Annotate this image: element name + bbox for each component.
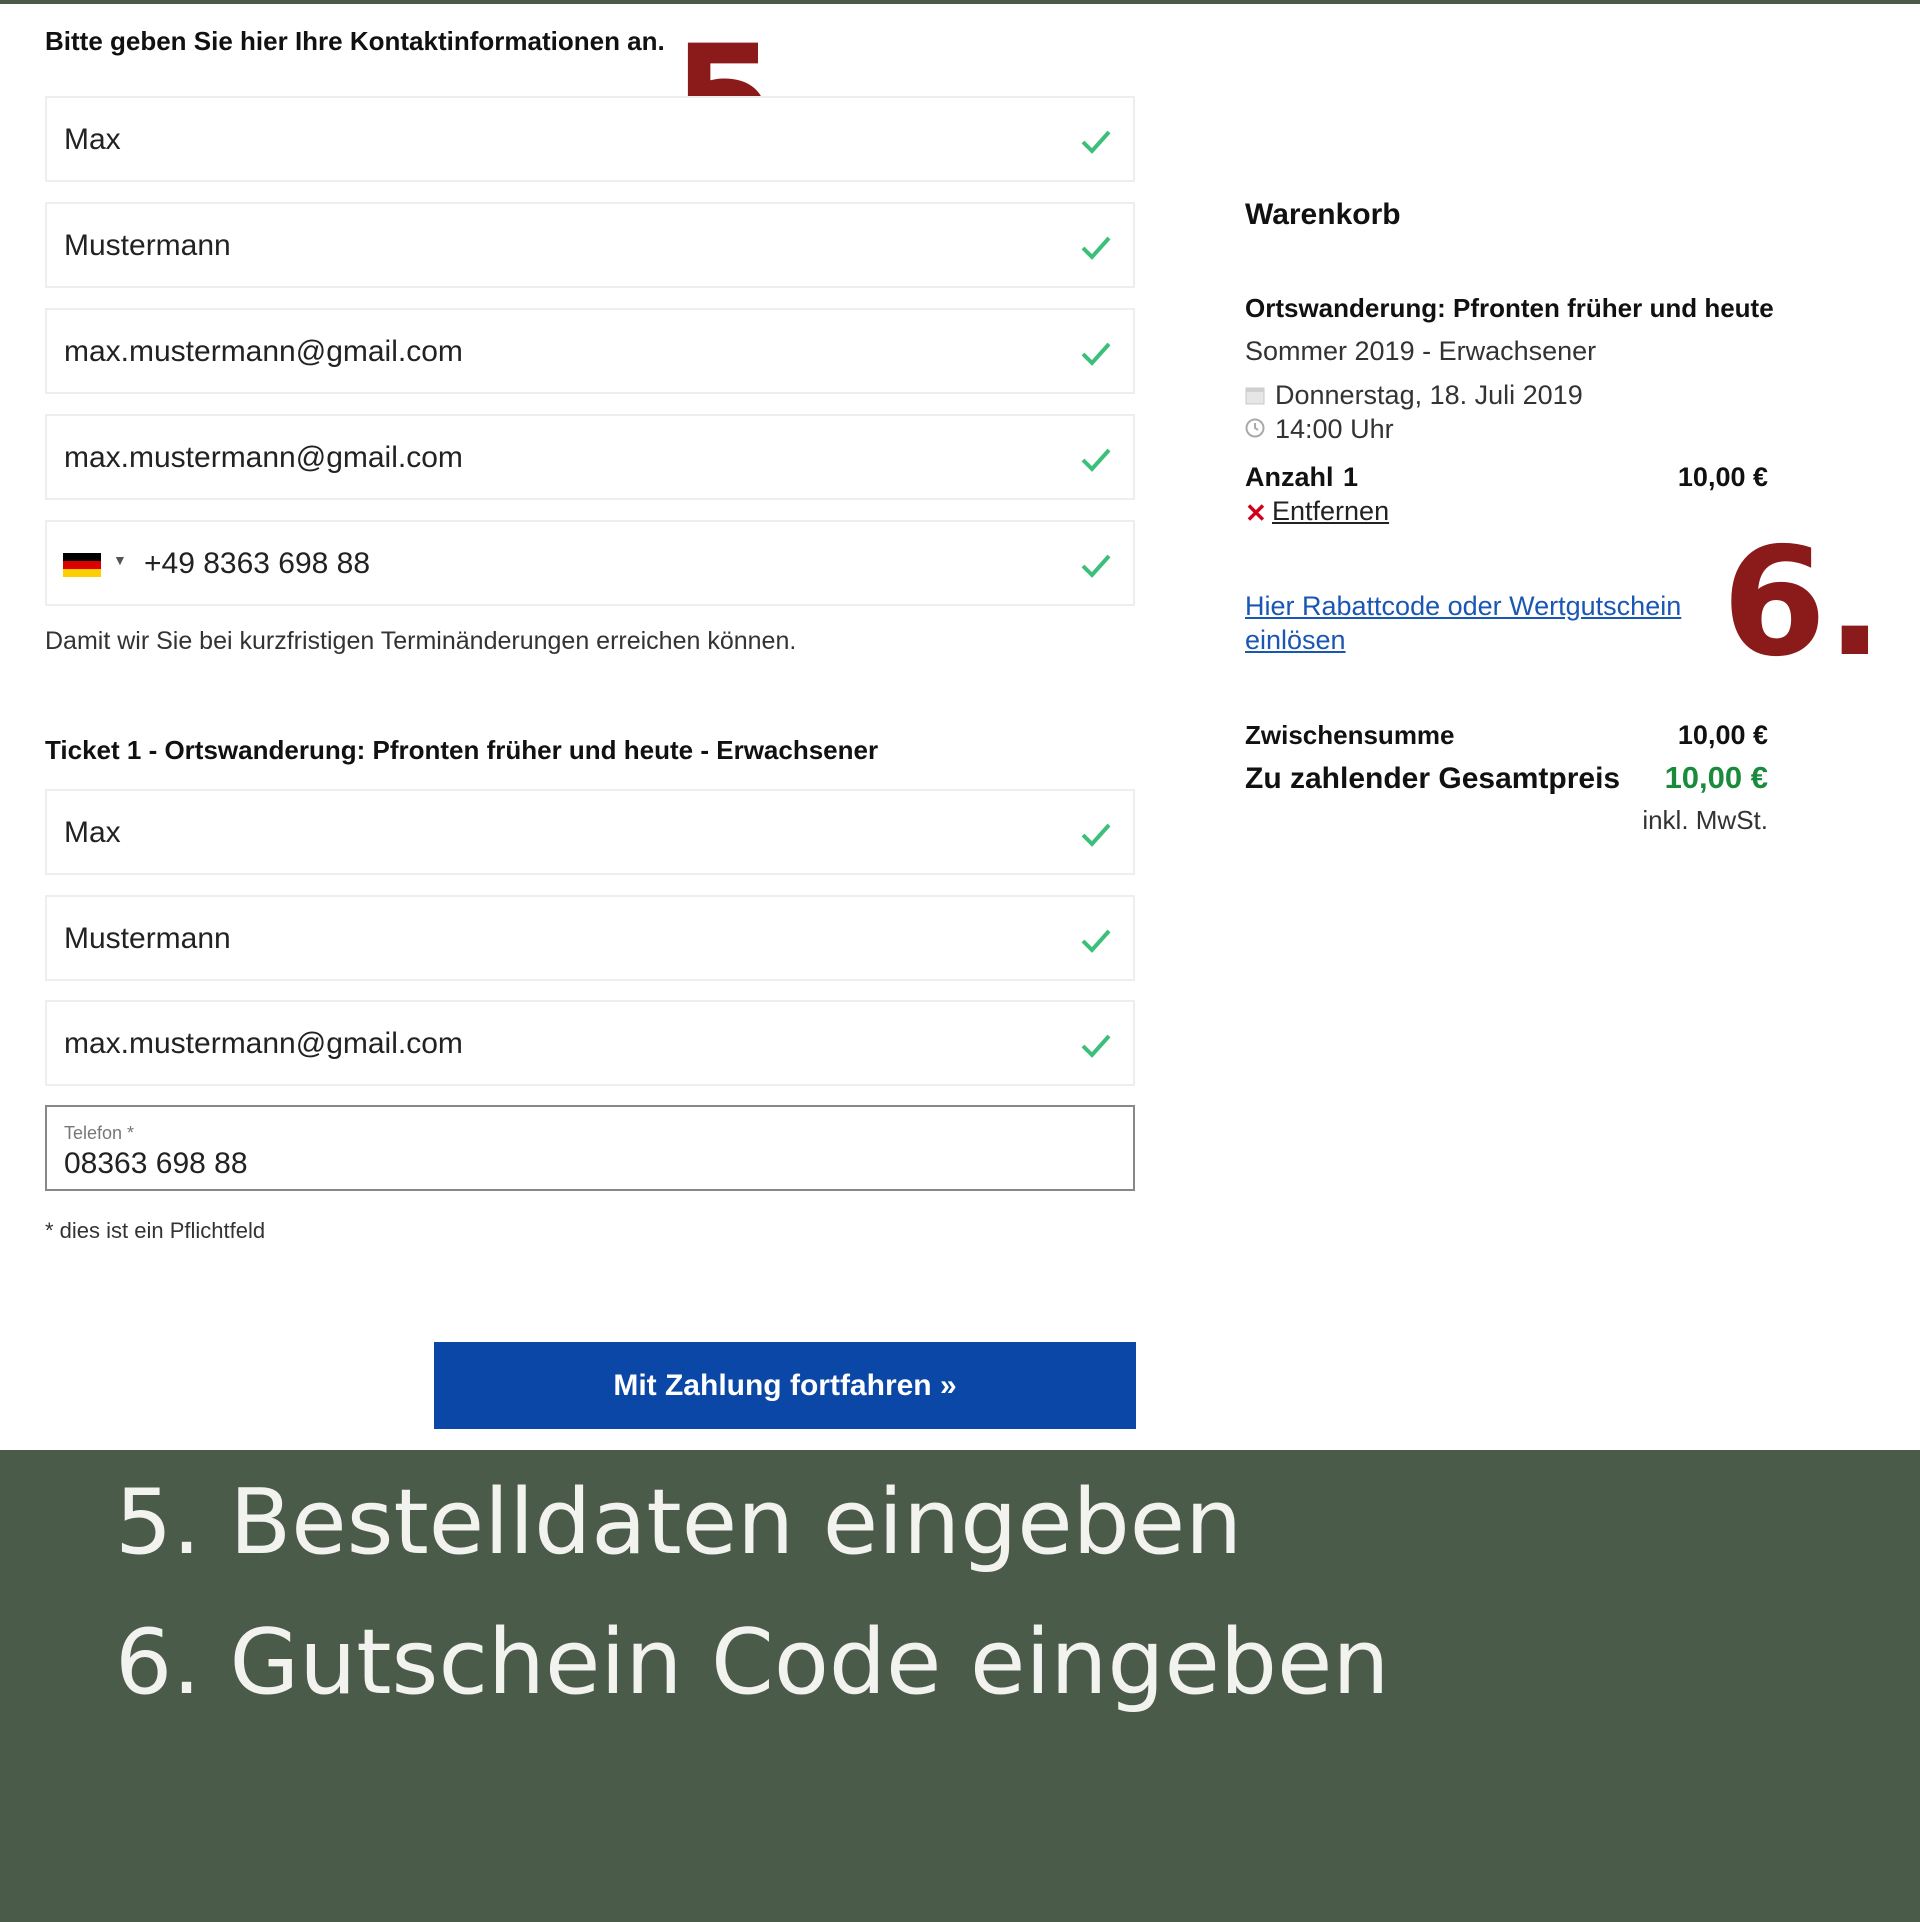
subtotal-value: 10,00 € (1677, 720, 1768, 750)
quantity-value: 1 (1343, 462, 1359, 492)
cart-title: Warenkorb (1245, 198, 1401, 231)
germany-flag-icon[interactable] (63, 553, 101, 577)
chevron-down-icon[interactable]: ▼ (113, 552, 127, 568)
required-note: * dies ist ein Pflichtfeld (45, 1218, 266, 1243)
instruction-banner (0, 1450, 1920, 1922)
calendar-icon (1245, 385, 1265, 405)
field-value: Max (64, 123, 121, 156)
ticket-email-field[interactable] (45, 1000, 1135, 1086)
contact-email-field[interactable] (45, 308, 1135, 394)
field-value: Mustermann (64, 922, 231, 955)
product-title: Ortswanderung: Pfronten früher und heute (1245, 293, 1774, 323)
contact-phone-field[interactable] (45, 520, 1135, 606)
quantity-label: Anzahl (1245, 462, 1334, 492)
check-icon (1079, 548, 1113, 582)
check-icon (1079, 124, 1113, 158)
check-icon (1079, 230, 1113, 264)
field-value: max.mustermann@gmail.com (64, 335, 463, 368)
check-icon (1079, 1028, 1113, 1062)
item-price: 10,00 € (1677, 462, 1768, 492)
contact-heading: Bitte geben Sie hier Ihre Kontaktinformationen an. (45, 26, 665, 56)
contact-first-name-field[interactable] (45, 96, 1135, 182)
vat-note: inkl. MwSt. (1642, 805, 1768, 835)
ticket-first-name-field[interactable] (45, 789, 1135, 875)
field-value: +49 8363 698 88 (144, 547, 371, 580)
field-value: max.mustermann@gmail.com (64, 441, 463, 474)
check-icon (1079, 923, 1113, 957)
check-icon (1079, 817, 1113, 851)
total-label: Zu zahlender Gesamtpreis (1245, 762, 1621, 795)
phone-note: Damit wir Sie bei kurzfristigen Terminänderungen erreichen können. (45, 627, 797, 655)
contact-email-confirm-field[interactable] (45, 414, 1135, 500)
remove-item-link[interactable]: Entfernen (1272, 496, 1390, 526)
ticket-heading: Ticket 1 - Ortswanderung: Pfronten früher und heute - Erwachsener (45, 735, 879, 765)
step-6-marker: 6. (1722, 516, 1884, 690)
clock-icon (1245, 418, 1265, 438)
ticket-last-name-field[interactable] (45, 895, 1135, 981)
product-variant: Sommer 2019 - Erwachsener (1245, 336, 1597, 366)
field-value: Mustermann (64, 229, 231, 262)
total-value: 10,00 € (1664, 760, 1768, 795)
contact-last-name-field[interactable] (45, 202, 1135, 288)
coupon-code-link[interactable]: Hier Rabattcode oder Wertgutschein einlösen (1245, 591, 1682, 655)
remove-x-icon[interactable]: ✕ (1245, 498, 1267, 528)
field-value: 08363 698 88 (64, 1147, 248, 1180)
event-time: 14:00 Uhr (1275, 414, 1394, 444)
field-value: Max (64, 816, 121, 849)
ticket-phone-field[interactable] (45, 1105, 1135, 1191)
event-date: Donnerstag, 18. Juli 2019 (1275, 380, 1583, 410)
check-icon (1079, 336, 1113, 370)
banner-step-6: 6. Gutschein Code eingeben (115, 1610, 1390, 1715)
continue-to-payment-button[interactable]: Mit Zahlung fortfahren » (434, 1342, 1136, 1429)
field-label: Telefon * (64, 1123, 135, 1143)
subtotal-label: Zwischensumme (1245, 720, 1455, 750)
top-border (0, 0, 1920, 4)
field-value: max.mustermann@gmail.com (64, 1027, 463, 1060)
banner-step-5: 5. Bestelldaten eingeben (115, 1470, 1243, 1575)
check-icon (1079, 442, 1113, 476)
